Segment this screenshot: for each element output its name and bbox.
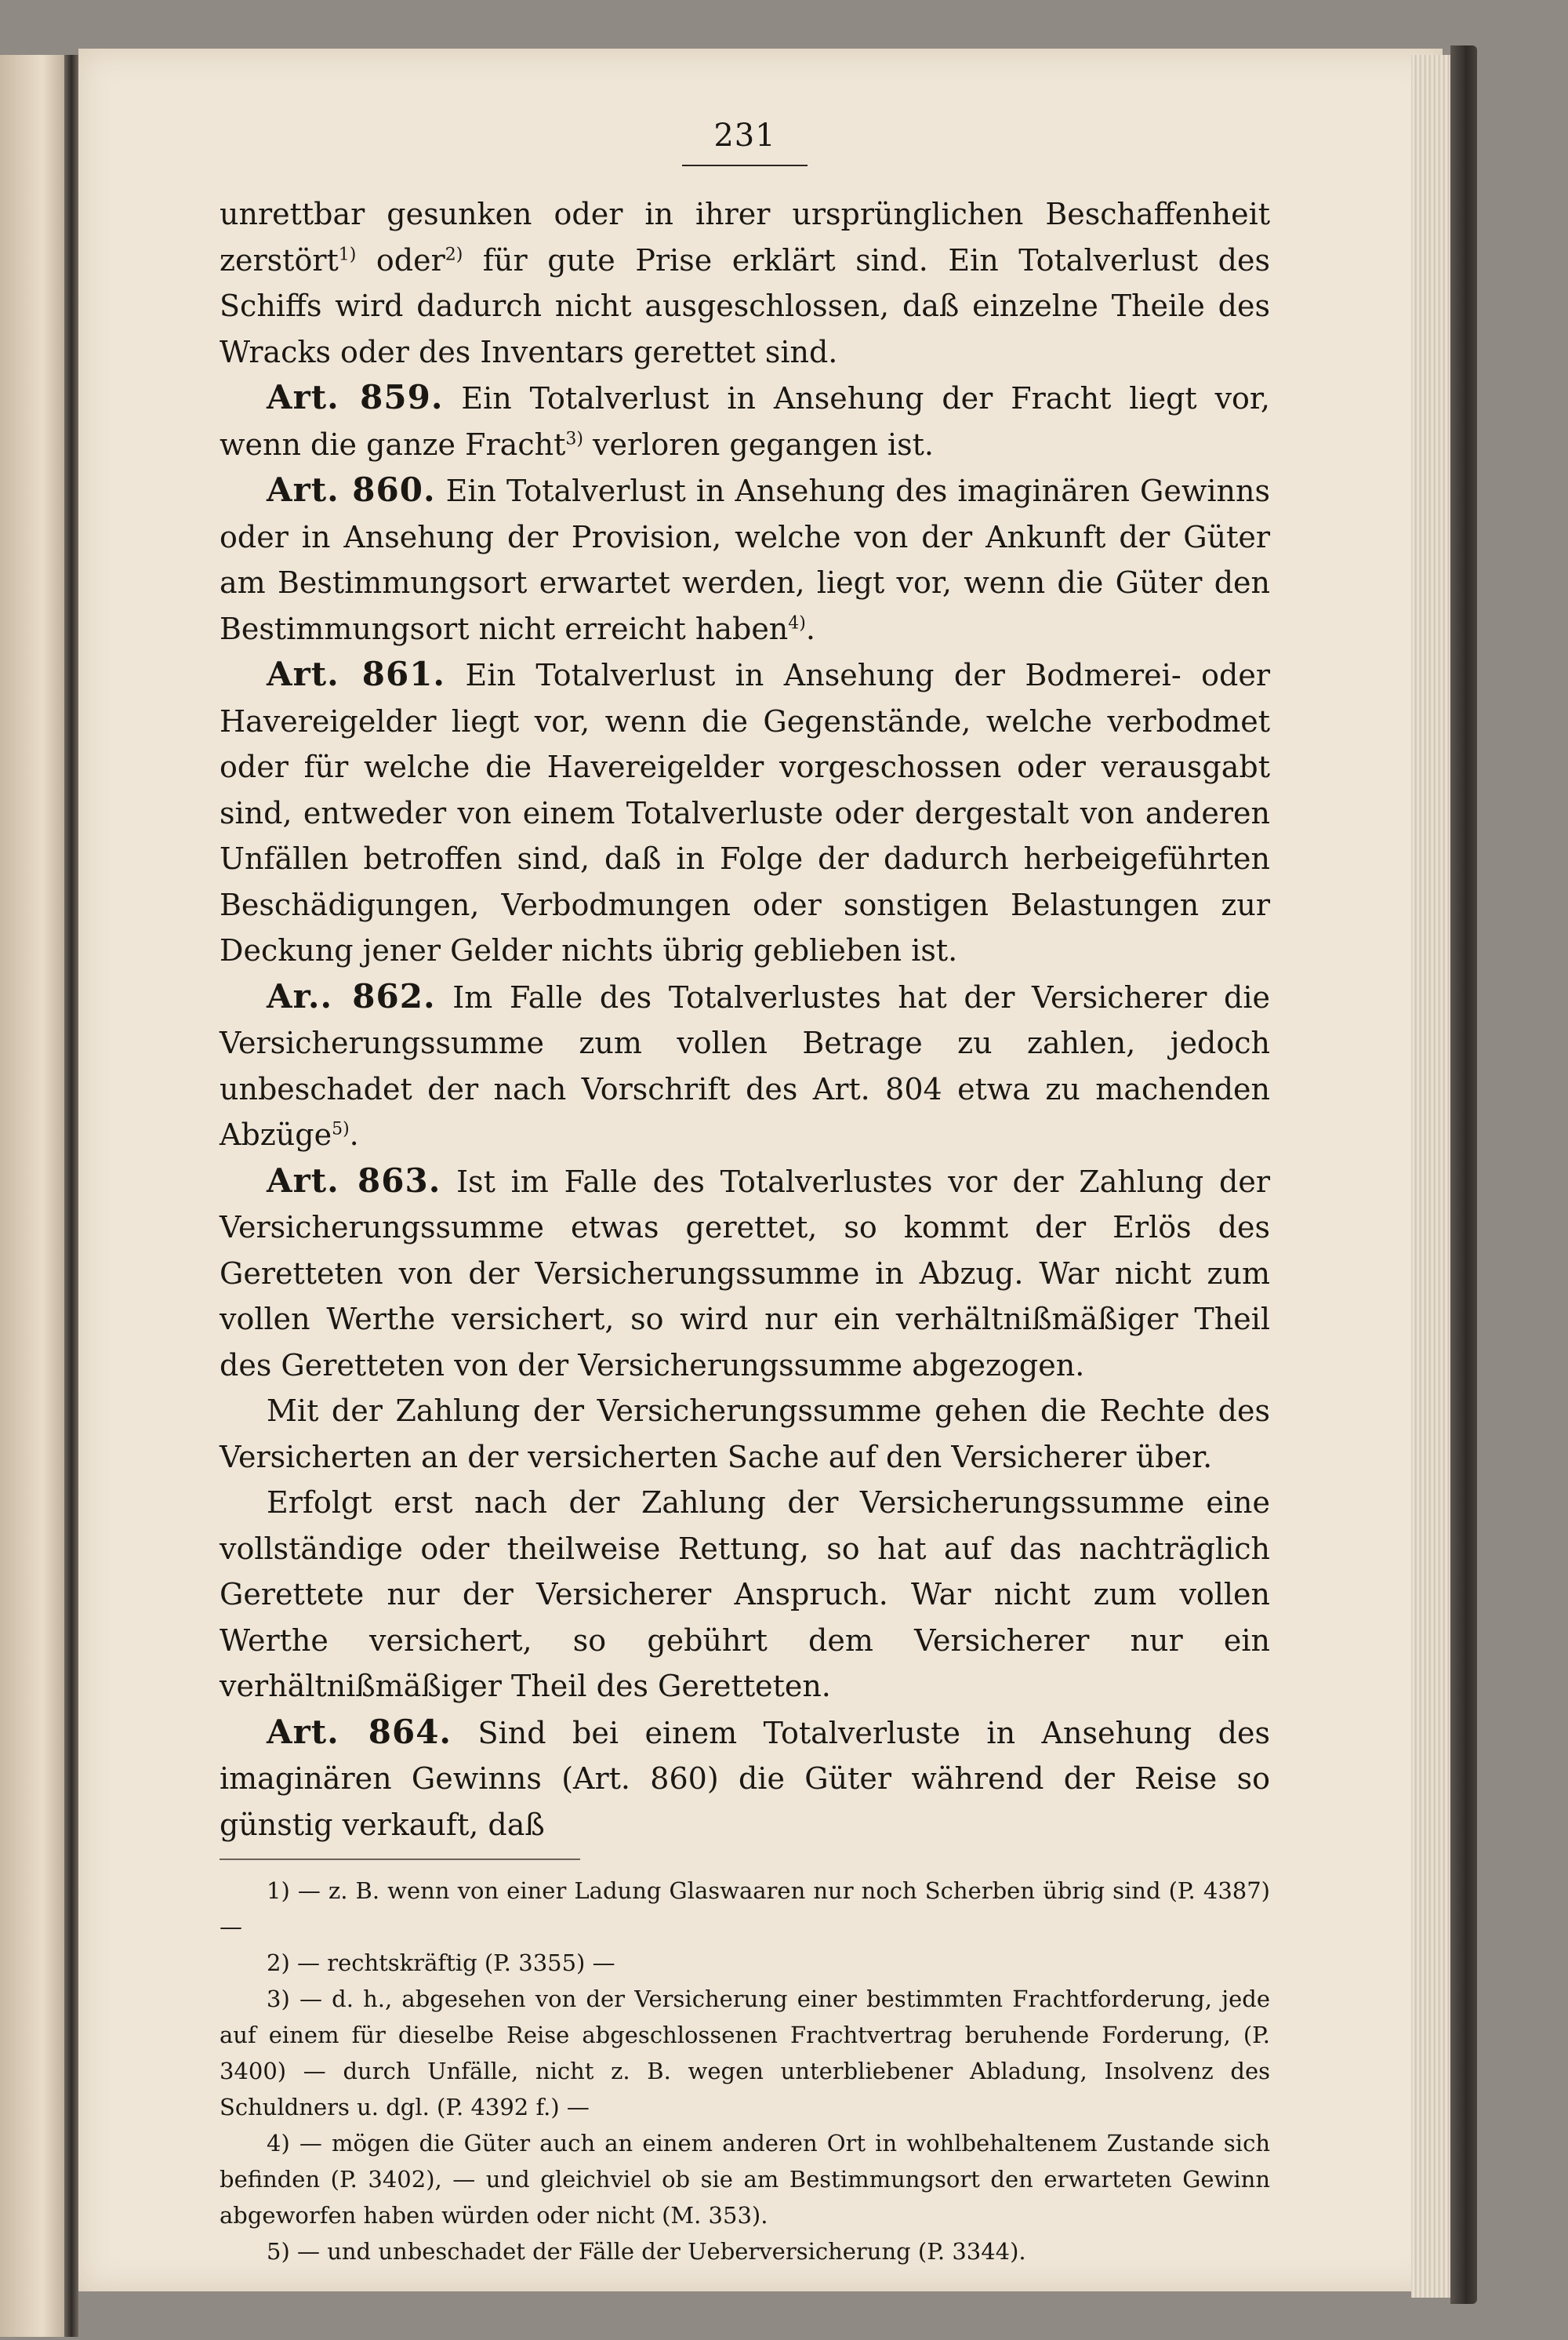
left-page-edge [0, 55, 71, 2337]
article-863-text: Ist im Falle des Totalverlustes vor der Zahlung der Versicherungssumme etwas gerettet, so kommt der Erlös des Geretteten von der Versicherungssumme in Abzug. War nicht zum vollen Werthe versichert, so wird nur ein verhältnißmäßiger Theil des Geretteten von der Versicherungssumme abgezogen. [220, 1164, 1270, 1383]
article-862 [220, 974, 1270, 1158]
p1-text-c: für gute Prise erklärt sind. Ein Totalverlust des Schiffs wird dadurch nicht ausgeschlossen, daß einzelne Theile des Wracks oder des Inventars gerettet sind. [220, 242, 1271, 369]
footnote-3: 3) — d. h., abgesehen von der Versicherung einer bestimmten Frachtforderung, jede auf einem für dieselbe Reise abgeschlossenen Frachtvertrag beruhende Forderung, (P. 3400) — durch Unfälle, nicht z. B. wegen unterbliebener Abladung, Insolvenz des Schuldners u. dgl. (P. 4392 f.) — [220, 1986, 1270, 2120]
footnote-5: 5) — und unbeschadet der Fälle der Ueberversicherung (P. 3344). [267, 2238, 1026, 2265]
footnote-2: 2) — rechtskräftig (P. 3355) — [267, 1949, 615, 1976]
page-number-rule [682, 165, 808, 166]
book-cover-edge [1450, 45, 1477, 2304]
footnote-ref-2: 2) [445, 244, 463, 264]
article-863 [220, 1158, 1270, 1389]
article-859-text-a: Ein Totalverlust in Ansehung der Fracht liegt vor, wenn die ganze Fracht [220, 381, 1270, 462]
article-863-label: Art. 863. [267, 1161, 441, 1200]
article-862-text-a: Im Falle des Totalverlustes hat der Versicherer die Versicherungssumme zum vollen Betrage zu zahlen, jedoch unbeschadet der nach Vorschrift des Art. 804 etwa zu machenden Abzüge [220, 979, 1270, 1152]
paragraph-continuation [220, 191, 1270, 375]
footnote-ref-5: 5) [332, 1119, 350, 1139]
article-860-text-b: . [805, 611, 815, 646]
article-862-label: Ar.. 862. [267, 976, 436, 1016]
article-864 [220, 1710, 1270, 1848]
page-number: 231 [713, 118, 776, 154]
article-859-label: Art. 859. [267, 378, 444, 416]
paragraph-erfolgt: Erfolgt erst nach der Zahlung der Versicherungssumme eine vollständige oder theilweise Rettung, so hat auf das nachträglich Gerettete nur der Versicherer Anspruch. War nicht zum vollen Werthe versichert, so gebührt dem Versicherer nur ein verhältnißmäßiger Theil des Geretteten. [220, 1485, 1270, 1703]
article-859-text-b: verloren gegangen ist. [583, 427, 935, 462]
article-860-text-a: Ein Totalverlust in Ansehung des imaginären Gewinns oder in Ansehung der Provision, welche von der Ankunft der Güter am Bestimmungsort erwartet werden, liegt vor, wenn die Güter den Bestimmungsort nicht erreicht haben [220, 474, 1270, 646]
paragraph-mit: Mit der Zahlung der Versicherungssumme gehen die Rechte des Versicherten an der versicherten Sache auf den Versicherer über. [220, 1393, 1270, 1474]
footnote-4: 4) — mögen die Güter auch an einem anderen Ort in wohlbehaltenem Zustande sich befinden (P. 3402), — und gleichviel ob sie am Bestimmungsort den erwarteten Gewinn abgeworfen haben würden oder nicht (M. 353). [220, 2130, 1270, 2229]
book-gutter [64, 55, 78, 2337]
article-862-text-b: . [349, 1117, 359, 1152]
p1-text-a: unrettbar gesunken oder in ihrer ursprünglichen Beschaffenheit zerstört [220, 197, 1270, 278]
footnote-ref-3: 3) [565, 428, 583, 449]
article-860 [220, 467, 1270, 652]
article-859 [220, 375, 1270, 467]
page-content [220, 118, 1270, 2269]
article-864-label: Art. 864. [267, 1712, 452, 1751]
footnote-ref-4: 4) [788, 612, 806, 633]
p1-text-b: oder [356, 242, 445, 278]
article-860-label: Art. 860. [267, 471, 436, 509]
article-861-label: Art. 861. [267, 655, 446, 693]
footnote-ref-1: 1) [338, 244, 357, 264]
footnote-1: 1) — z. B. wenn von einer Ladung Glaswaaren nur noch Scherben übrig sind (P. 4387) — [220, 1877, 1270, 1940]
article-864-text: Sind bei einem Totalverluste in Ansehung des imaginären Gewinns (Art. 860) die Güter während der Reise so günstig verkauft, daß [220, 1715, 1270, 1842]
article-861 [220, 652, 1270, 974]
footnote-rule [220, 1859, 580, 1860]
article-861-text: Ein Totalverlust in Ansehung der Bodmerei- oder Havereigelder liegt vor, wenn die Gegenstände, welche verbodmet oder für welche die Havereigelder vorgeschossen oder verausgabt sind, entweder von einem Totalverluste oder dergestalt von anderen Unfällen betroffen sind, daß in Folge der dadurch herbeigeführten Beschädigungen, Verbodmungen oder sonstigen Belastungen zur Deckung jener Gelder nichts übrig geblieben ist. [220, 658, 1270, 968]
